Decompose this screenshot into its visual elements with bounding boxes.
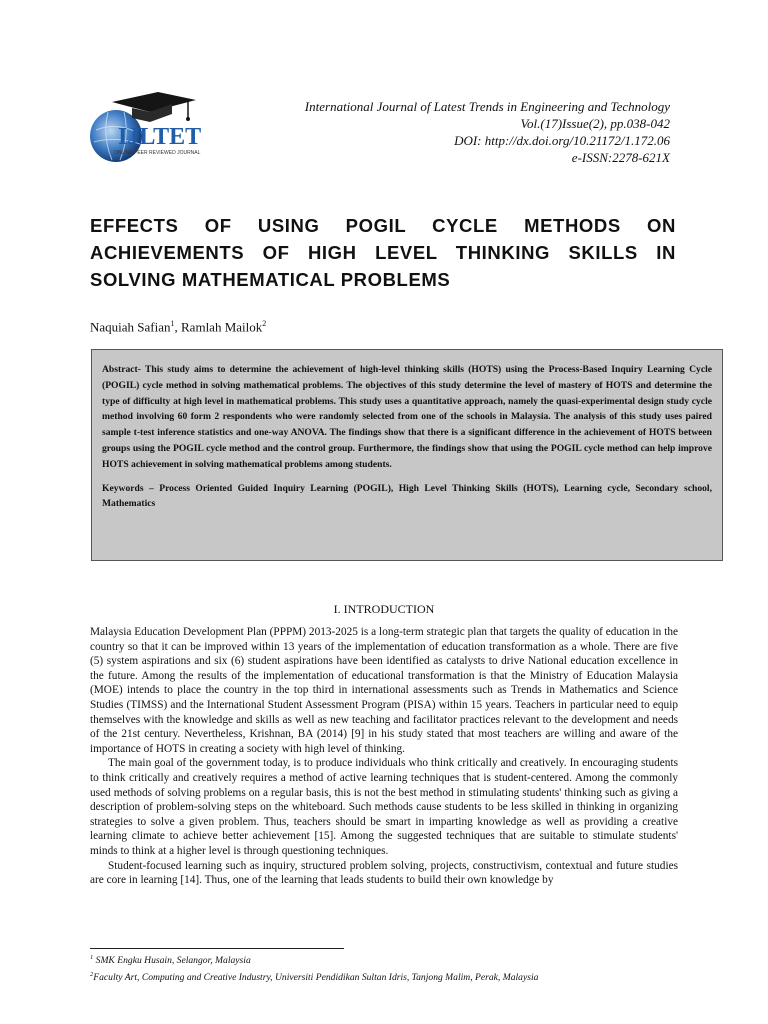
affiliation-mark: 1 [170,319,175,328]
globe-icon [88,92,206,170]
title-line: SOLVING MATHEMATICAL PROBLEMS [90,269,451,290]
journal-issn: e-ISSN:2278-621X [571,150,670,165]
footnote-mark: 2 [90,970,94,978]
footnote [90,968,690,985]
body-paragraph: Malaysia Education Development Plan (PPPM) 2013-2025 is a long-term strategic plan that targets the quality of education in the country so that it can be improved within 13 years of the implementation of education transformation as a whole. There are five (5) system aspirations and six (6) student aspirations have been identified as catalysts to drive National education excellence in the future. Among the results of the implementation of educational transformation is that the Ministry of Education Malaysia (MOE) intends to place the country in the top third in international assessments such as Trends in Mathematics and Science Studies (TIMSS) and the International Student Assessment Program (PISA) within 15 years. Teachers in particular need to equip themselves with the knowledge and skills as well as new teaching and facilitator practices relevant to the development and needs of the 21st century. Nevertheless, Krishnan, BA (2014) [9] in his study stated that most teachers are willing and aware of the importance of HOTS in creating a society with high level of thinking. [90,626,678,755]
footnote-text: Faculty Art, Computing and Creative Industry, Universiti Pendidikan Sultan Idris, Tanjong Malim, Perak, Malaysia [93,971,539,983]
journal-doi: DOI: http://dx.doi.org/10.21172/1.172.06 [454,133,670,148]
journal-header [200,98,670,166]
section-heading: I. INTRODUCTION [333,602,435,616]
footnote-divider [90,948,344,949]
body-paragraph: Student-focused learning such as inquiry, structured problem solving, projects, constructivism, contextual and future studies are core in learning [14]. Thus, one of the learning that leads students to build their own knowledge by [90,859,678,887]
author-name: Naquiah Safian [90,319,171,335]
abstract-box [91,349,723,561]
footnote [90,951,690,968]
paper-title [90,212,676,293]
body-paragraph: The main goal of the government today, is to produce individuals who think critically and creatively. In encouraging students to think critically and creatively requires a method of active learning techniques that is student-centered. Among the commonly used methods of solving problems on a regular basis, this is not the best method in stimulating students' thinking such as giving a description of problem-solving steps on the whiteboard. Such methods cause students to be less skilled in thinking in organizing strategies to solve a given problem. Thus, teachers should be smart in imparting knowledge as well as providing a creative learning climate to achieve better achievement [15]. Among the suggested techniques that are suitable to stimulate students' minds to think at a higher level is through questioning techniques. [90,757,678,857]
affiliation-mark: 2 [262,319,267,328]
keywords-text: Keywords – Process Oriented Guided Inquiry Learning (POGIL), High Level Thinking Skills (HOTS), Learning cycle, Secondary school, Mathematics [102,482,712,510]
journal-volume: Vol.(17)Issue(2), pp.038-042 [520,116,670,131]
svg-text:IJLTET: IJLTET [118,124,202,150]
journal-name: International Journal of Latest Trends in Engineering and Technology [304,99,670,114]
author-list [90,319,266,335]
journal-logo [88,92,206,170]
author-name: Ramlah Mailok [181,319,263,335]
footnotes [90,951,690,984]
section-body [90,625,678,888]
author-separator: , [174,319,182,335]
title-line: ACHIEVEMENTS OF HIGH LEVEL THINKING SKILLS IN [90,242,676,263]
footnote-text: SMK Engku Husain, Selangor, Malaysia [93,955,251,967]
abstract-text: Abstract- This study aims to determine the achievement of high-level thinking skills (HOTS) using the Process-Based Inquiry Learning Cycle (POGIL) cycle method in solving mathematical problems. The objectives of this study determine the level of mastery of HOTS and determine the type of difficulty at high level in mathematical problems. This study uses a quantitative approach, namely the quasi-experimental design study cycle method involving 60 form 2 respondents who were randomly selected from one of the schools in Malaysia. The analysis of this study uses paired sample t-test inference statistics and one-way ANOVA. The findings show that there is a significant difference in the achievement of HOTS between groups using the POGIL cycle method and the control group. Furthermore, the findings show that using the POGIL cycle method can help improve HOTS achievement in solving mathematical problems among students. [102,364,712,470]
svg-text:ONLINE PEER REVIEWED JOURNAL: ONLINE PEER REVIEWED JOURNAL [114,150,201,156]
footnote-mark: 1 [90,954,94,961]
title-line: EFFECTS OF USING POGIL CYCLE METHODS ON [90,215,676,236]
